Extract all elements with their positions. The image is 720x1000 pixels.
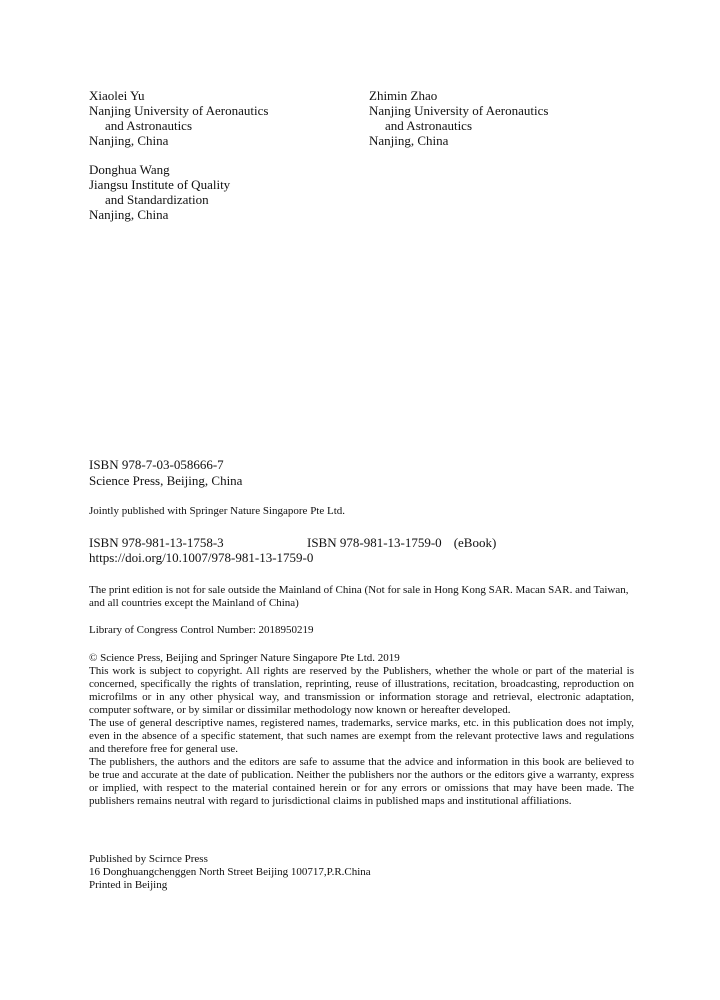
- publisher-block: [89, 853, 371, 892]
- disclaimer-paragraph: The publishers, the authors and the editors are safe to assume that the advice and information in this book are believed to be true and accurate at the date of publication. Neither the publishers nor the authors or the editors give a warranty, express or implied, with respect to the material contained herein or for any errors or omissions that may have been made. The publishers remains neutral with regard to jurisdictional claims in published maps and institutional affiliations.: [89, 756, 634, 807]
- author-affiliation: Nanjing University of Aeronautics: [89, 103, 269, 118]
- author-block-donghua-wang: [89, 162, 230, 222]
- author-block-zhimin-zhao: [369, 88, 548, 148]
- copyright-line: © Science Press, Beijing and Springer Nature Singapore Pte Ltd. 2019: [89, 652, 400, 664]
- isbn-line: [89, 535, 496, 551]
- library-of-congress-number: Library of Congress Control Number: 2018950219: [89, 624, 314, 636]
- author-name: Xiaolei Yu: [89, 88, 145, 103]
- trademark-paragraph: The use of general descriptive names, registered names, trademarks, service marks, etc. in this publication does not imply, even in the absence of a specific statement, that such names are exempt from the relevant protective laws and regulations and therefore free for general use.: [89, 717, 634, 755]
- copyright-paragraph: This work is subject to copyright. All rights are reserved by the Publishers, whether the whole or part of the material is concerned, specifically the rights of translation, reprinting, reuse of illustrations, recitation, broadcasting, reproduction on microfilms or in any other physical way, and transmission or information storage and retrieval, electronic adaptation, computer software, or by similar or dissimilar methodology now known or hereafter developed.: [89, 665, 634, 716]
- publisher-address: 16 Donghuangchenggen North Street Beijing 100717,P.R.China: [89, 866, 371, 878]
- isbn-print: ISBN 978-981-13-1758-3: [89, 535, 224, 550]
- author-affiliation: Nanjing University of Aeronautics: [369, 103, 549, 118]
- copyright-block: [89, 652, 634, 808]
- author-location: Nanjing, China: [369, 133, 449, 148]
- author-affiliation-cont: and Astronautics: [105, 118, 193, 133]
- china-isbn: ISBN 978-7-03-058666-7: [89, 457, 224, 472]
- author-location: Nanjing, China: [89, 207, 169, 222]
- china-isbn-block: [89, 457, 242, 489]
- author-location: Nanjing, China: [89, 133, 169, 148]
- ebook-label: (eBook): [453, 535, 497, 550]
- print-edition-note: The print edition is not for sale outside the Mainland of China (Not for sale in Hong Kong SAR. Macan SAR. and Taiwan, and all countries except the Mainland of China): [89, 584, 629, 609]
- isbn-ebook: ISBN 978-981-13-1759-0: [307, 535, 442, 550]
- author-name: Zhimin Zhao: [369, 88, 438, 103]
- author-affiliation-cont: and Astronautics: [385, 118, 473, 133]
- china-publisher: Science Press, Beijing, China: [89, 473, 243, 488]
- author-affiliation: Jiangsu Institute of Quality: [89, 177, 231, 192]
- doi-link[interactable]: https://doi.org/10.1007/978-981-13-1759-0: [89, 550, 314, 565]
- printed-in: Printed in Beijing: [89, 879, 168, 891]
- author-affiliation-cont: and Standardization: [105, 192, 209, 207]
- published-by: Published by Scirnce Press: [89, 853, 208, 865]
- author-name: Donghua Wang: [89, 162, 170, 177]
- author-block-xiaolei-yu: [89, 88, 268, 148]
- jointly-published-note: Jointly published with Springer Nature Singapore Pte Ltd.: [89, 505, 346, 517]
